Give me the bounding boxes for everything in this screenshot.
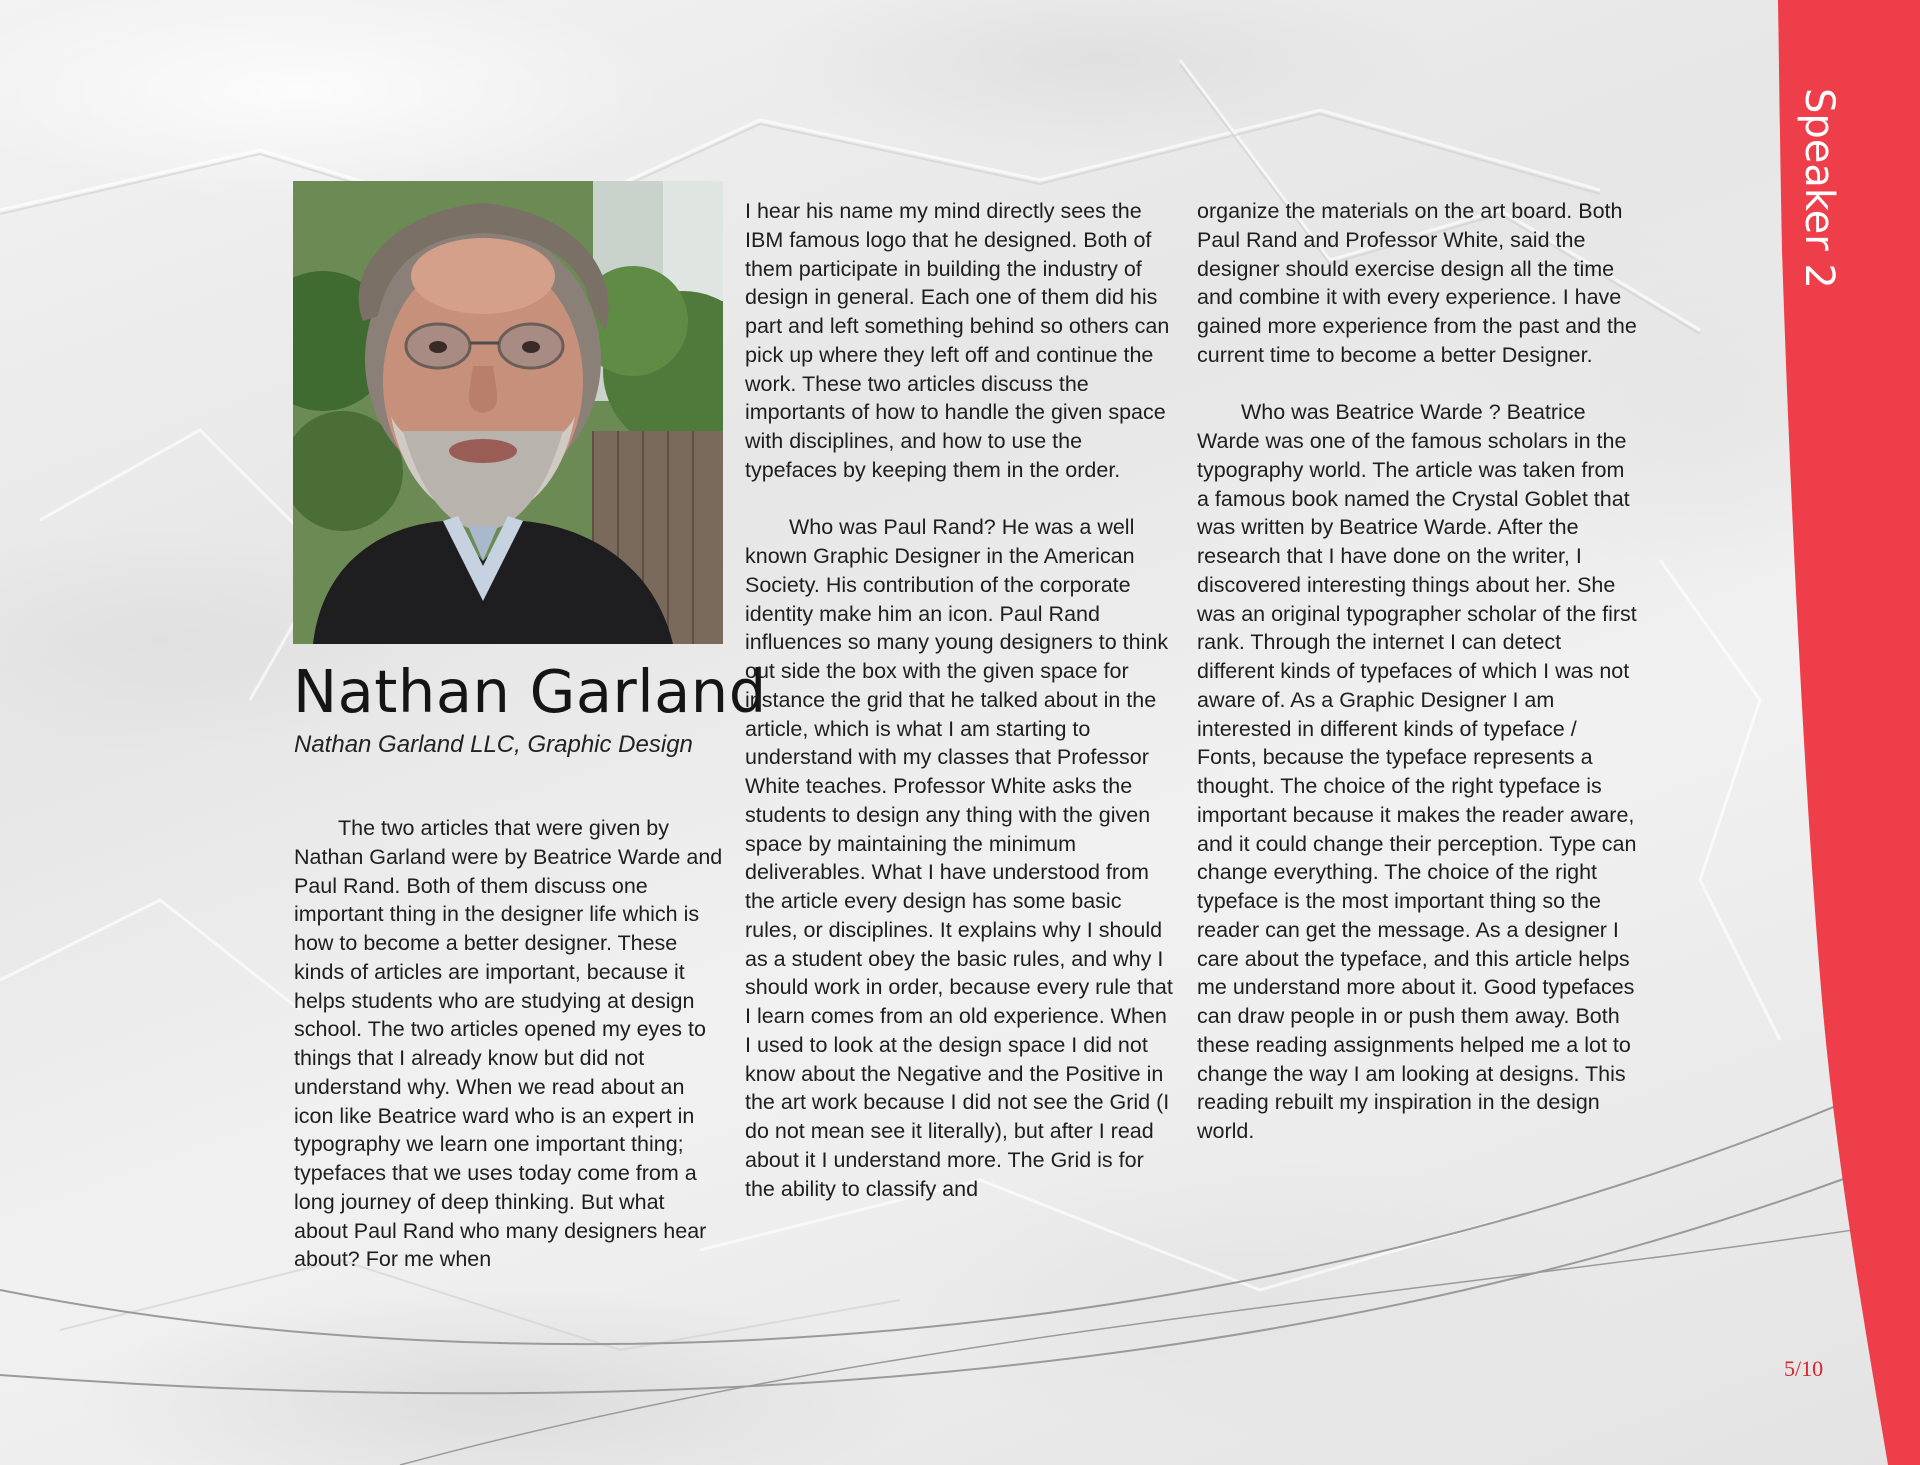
speaker-photo: [293, 181, 723, 644]
paragraph: I hear his name my mind directly sees the IBM famous logo that he designed. Both of them participate in building the industry of design in general. Each one of them did his part and left something behind so others can pick up where they left off and continue the work. These two articles discuss the importants of how to handle the given space with disciplines, and how to use the typefaces by keeping them in the order.: [745, 199, 1170, 482]
section-label: Speaker 2: [1796, 88, 1842, 289]
speaker-name: Nathan Garland: [293, 657, 767, 726]
paragraph: Who was Beatrice Warde ? Beatrice Warde was one of the famous scholars in the typography world. The article was taken from a famous book named the Crystal Goblet that was written by Beatrice Warde. After the research that I have done on the writer, I discovered interesting things about her. She was an original typographer scholar of the first rank. Through the internet I can detect different kinds of typefaces of which I was not aware of. As a Graphic Designer I am interested in different kinds of typeface / Fonts, because the typeface represents a thought. The choice of the right typeface is important because it makes the reader aware, and it could change their perception. Type can change everything. The choice of the right typeface is the most important thing so the reader can get the message. As a designer I care about the typeface, and this article helps me understand more about it. Good typefaces can draw people in or push them away. Both these reading assignments helped me a lot to change the way I am looking at designs. This reading rebuilt my inspiration in the design world.: [1197, 400, 1637, 1143]
speaker-affiliation: Nathan Garland LLC, Graphic Design: [294, 731, 693, 758]
text-column-1: [294, 814, 724, 1274]
portrait-illustration: [293, 181, 723, 644]
page-number: 5/10: [1784, 1356, 1824, 1381]
paragraph: Who was Paul Rand? He was a well known Graphic Designer in the American Society. His contribution of the corporate identity make him an icon. Paul Rand influences so many young designers to think out side the box with the given space for instance the grid that he talked about in the article, which is what I am starting to understand with my classes that Professor White teaches. Professor White asks the students to design any thing with the given space by maintaining the minimum deliverables. What I have understood from the article every design has some basic rules, or disciplines. It explains why I should as a student obey the basic rules, and why I should work in order, because every rule that I learn comes from an old experience. When I used to look at the design space I did not know about the Negative and the Positive in the art work because I did not see the Grid (I do not mean see it literally), but after I read about it I understand more. The Grid is for the ability to classify and: [745, 515, 1173, 1201]
text-column-2: [745, 197, 1175, 1203]
paragraph: organize the materials on the art board. Both Paul Rand and Professor White, said the designer should exercise design all the time and combine it with every experience. I have gained more experience from the past and the current time to become a better Designer.: [1197, 199, 1637, 367]
text-column-3: [1197, 197, 1637, 1146]
paragraph: The two articles that were given by Nathan Garland were by Beatrice Warde and Paul Rand. Both of them discuss one important thing in the designer life which is how to become a better designer. These kinds of articles are important, because it helps students who are studying at design school. The two articles opened my eyes to things that I already know but did not understand why. When we read about an icon like Beatrice ward who is an expert in typography we learn one important thing; typefaces that we uses today come from a long journey of deep thinking. But what about Paul Rand who many designers hear about? For me when: [294, 816, 723, 1272]
